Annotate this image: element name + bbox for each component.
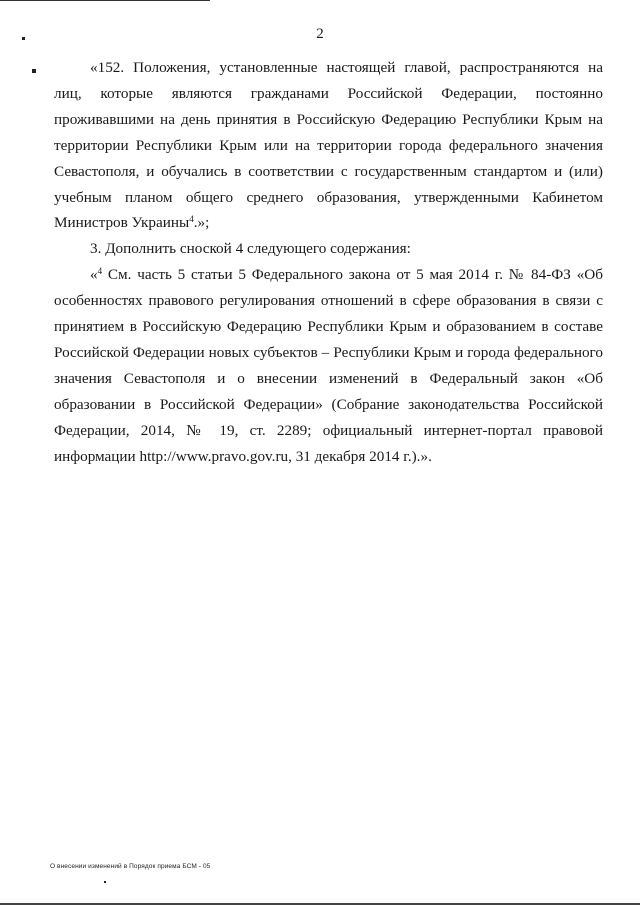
footnote-open-quote: « <box>90 266 98 284</box>
scan-edge-line <box>0 0 210 1</box>
document-footer: О внесении изменений в Порядок приема БСМ - 05 <box>50 863 211 870</box>
paragraph-152-end: .»; <box>193 214 210 232</box>
scan-speck <box>104 881 106 883</box>
paragraph-152 <box>54 55 603 236</box>
footnote-marker: 4 <box>97 266 103 277</box>
scan-speck <box>32 69 36 73</box>
footnote-text <box>54 262 603 469</box>
footnote-body: См. часть 5 статьи 5 Федерального закона от 5 мая 2014 г. № 84-ФЗ «Об особенностях правового регулирования отношений в сфере образования в связи с принятием в Российскую Федерацию Республики Крым и образованием в составе Российской Федерации новых субъектов – Республики Крым и города федерального значения Севастополя и о внесении изменений в Федеральный закон «Об образовании в Российской Федерации» (Собрание законодательства Российской Федерации, 2014, № 19, ст. 2289; официальный интернет-портал правовой информации http://www.pravo.gov.ru, 31 декабря 2014 г.).». <box>54 266 603 465</box>
item-3: 3. Дополнить сноской 4 следующего содержания: <box>90 240 411 258</box>
document-body <box>54 55 603 470</box>
footnote-reference: 4 <box>189 214 194 225</box>
paragraph-152-text: «152. Положения, установленные настоящей главой, распространяются на лиц, которые являются гражданами Российской Федерации, постоянно проживавшими на день принятия в Российскую Федерацию Республики Крым на территории Республики Крым или на территории города федерального значения Севастополя, и обучались в соответствии с государственным стандартом и (или) учебным планом общего среднего образования, утвержденными Кабинетом Министров Украины <box>54 59 603 232</box>
page-number: 2 <box>316 26 324 42</box>
